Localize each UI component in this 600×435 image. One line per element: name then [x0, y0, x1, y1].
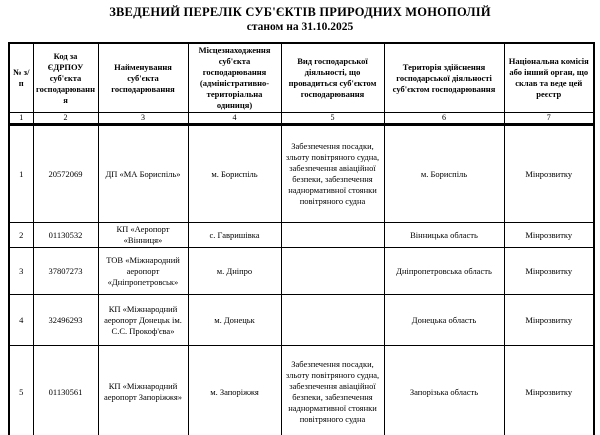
cell-edrpou-code: 37807273 [33, 248, 98, 295]
table-row [9, 125, 594, 223]
cell-row-number: 5 [9, 346, 33, 435]
column-numbers-row [9, 113, 594, 125]
cell-territory: Донецька область [384, 295, 504, 346]
cell-registry-authority: Мінрозвитку [504, 248, 594, 295]
cell-row-number: 1 [9, 125, 33, 223]
cell-entity-name: ДП «МА Бориспіль» [98, 125, 188, 223]
column-header-index: № з/п [9, 43, 33, 113]
column-header-edrpou-code: Код за ЄДРПОУ суб'єкта господарювання [33, 43, 98, 113]
cell-edrpou-code: 32496293 [33, 295, 98, 346]
cell-registry-authority: Мінрозвитку [504, 346, 594, 435]
table-row [9, 346, 594, 435]
cell-entity-name: КП «Аеропорт «Вінниця» [98, 223, 188, 248]
cell-entity-name: КП «Міжнародний аеропорт Донецьк ім. С.С. Прокоф'єва» [98, 295, 188, 346]
title-block [0, 0, 600, 33]
column-header-entity-name: Найменування суб'єкта господарювання [98, 43, 188, 113]
page-title: ЗВЕДЕНИЙ ПЕРЕЛІК СУБ'ЄКТІВ ПРИРОДНИХ МОНОПОЛІЙ [109, 5, 491, 19]
cell-activity-type [281, 295, 384, 346]
cell-location: м. Дніпро [188, 248, 281, 295]
cell-registry-authority: Мінрозвитку [504, 223, 594, 248]
cell-territory: Дніпропетровська область [384, 248, 504, 295]
cell-territory: Вінницька область [384, 223, 504, 248]
column-number: 4 [188, 113, 281, 125]
cell-location: м. Донецьк [188, 295, 281, 346]
column-header-territory: Територія здійснення господарської діяльності суб'єктом господарювання [384, 43, 504, 113]
cell-activity-type [281, 223, 384, 248]
cell-entity-name: ТОВ «Міжнародний аеропорт «Дніпропетровськ» [98, 248, 188, 295]
cell-location: с. Гавришівка [188, 223, 281, 248]
cell-row-number: 3 [9, 248, 33, 295]
cell-activity-type: Забезпечення посадки, зльоту повітряного судна, забезпечення авіаційної безпеки, забезпечення наднормативної стоянки повітряного судна [281, 125, 384, 223]
column-header-location: Місцезнаходження суб'єкта господарювання (адміністративно-територіальна одиниця) [188, 43, 281, 113]
column-number: 7 [504, 113, 594, 125]
column-number: 2 [33, 113, 98, 125]
cell-activity-type: Забезпечення посадки, зльоту повітряного судна, забезпечення авіаційної безпеки, забезпечення наднормативної стоянки повітряного судна [281, 346, 384, 435]
table-row [9, 295, 594, 346]
column-number: 6 [384, 113, 504, 125]
cell-activity-type [281, 248, 384, 295]
cell-territory: Запорізька область [384, 346, 504, 435]
cell-edrpou-code: 01130532 [33, 223, 98, 248]
cell-registry-authority: Мінрозвитку [504, 125, 594, 223]
cell-territory: м. Бориспіль [384, 125, 504, 223]
cell-location: м. Бориспіль [188, 125, 281, 223]
cell-row-number: 4 [9, 295, 33, 346]
column-number: 5 [281, 113, 384, 125]
column-header-registry-authority: Національна комісія або інший орган, що склав та веде цей реєстр [504, 43, 594, 113]
registry-table [8, 42, 595, 435]
cell-row-number: 2 [9, 223, 33, 248]
cell-edrpou-code: 20572069 [33, 125, 98, 223]
page-subtitle: станом на 31.10.2025 [246, 21, 354, 33]
cell-edrpou-code: 01130561 [33, 346, 98, 435]
header-row [9, 43, 594, 113]
table-row [9, 248, 594, 295]
column-number: 3 [98, 113, 188, 125]
column-header-activity-type: Вид господарської діяльності, що провадиться суб'єктом господарювання [281, 43, 384, 113]
table-row [9, 223, 594, 248]
cell-location: м. Запоріжжя [188, 346, 281, 435]
cell-entity-name: КП «Міжнародний аеропорт Запоріжжя» [98, 346, 188, 435]
column-number: 1 [9, 113, 33, 125]
cell-registry-authority: Мінрозвитку [504, 295, 594, 346]
